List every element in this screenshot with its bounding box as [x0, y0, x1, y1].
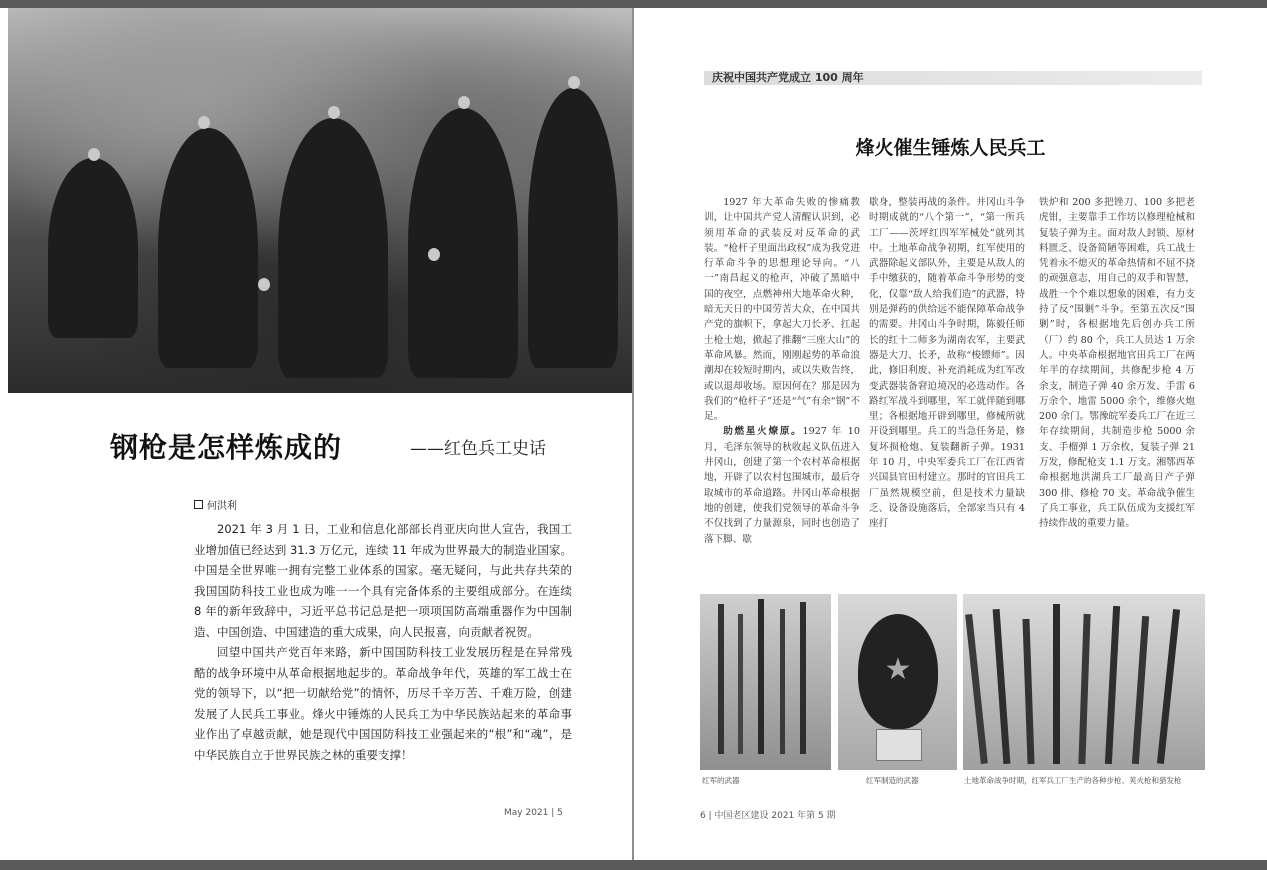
photo-rifle [1132, 616, 1149, 764]
paragraph-text: 1927 年 10 月，毛泽东领导的秋收起义队伍进入井冈山，创建了第一个农村革命根据地，开辟了以农村包围城市，最后夺取城市的革命道路。井冈山革命根据地的创建，使我们党领导的革命斗争不仅找到了力量源泉，同时也创造了落下脚、歇 [704, 426, 860, 545]
photo-caption: 土地革命战争时期，红军兵工厂生产的各种步枪、荚火枪和猎发枪 [964, 776, 1182, 785]
intro-text [194, 519, 572, 765]
photo-weapon [758, 599, 764, 754]
photo-figure [158, 128, 258, 368]
paragraph-lead: 助燃星火燎原。 [723, 426, 803, 438]
photo-rifle [993, 609, 1011, 764]
photo-weapon [718, 604, 724, 754]
group-photo [8, 8, 632, 393]
paragraph-text: 歇身，整装再战的条件。井冈山斗争时期成就的“八个第一”，“第一所兵工厂——茨坪红四军军械处”就列其中。土地革命战争初期，红军使用的武器除起义部队外，主要是从敌人的手中缴获的，随着革命斗争形势的变化，仅靠“敌人给我们造”的武器，特别是弹药的供给远不能保障革命战争的需要。井冈山斗争时期，陈毅任师长的红十二师多为湖南农军，主要武器是大刀、长矛，故称“梭镖师”。因此，修旧利废、补充消耗成为红军改变武器装备窘迫境况的必选动作。各路红军战斗到哪里，军工就伴随到哪里；各根据地开辟到哪里，修械所就开设到哪里。兵工的当急任务是，修复坏损枪炮、复装翻新子弹。1931 年 10 月，中央军委兵工厂在江西省兴国县官田村建立。那时的官田兵工厂虽然规模空前，但是技术力量缺乏、设备设施落后，全部家当只有 4 座打 [869, 197, 1025, 530]
photo-caption: 红军制造的武器 [866, 776, 919, 785]
left-page [0, 8, 632, 860]
rifles-photo [963, 594, 1205, 770]
byline-box-icon [194, 500, 203, 509]
photo-figure [48, 158, 138, 338]
photo-head [258, 278, 270, 291]
photo-head [428, 248, 440, 261]
author-name: 何洪利 [207, 501, 237, 512]
right-page [634, 8, 1267, 860]
column-paragraph [704, 424, 860, 546]
byline [194, 497, 237, 512]
bottom-frame [0, 860, 1267, 870]
photo-figure [528, 88, 618, 368]
column-paragraph [869, 195, 1025, 532]
photo-weapon [780, 609, 785, 754]
article-headline: 钢枪是怎样炼成的 [110, 431, 343, 464]
photo-caption: 红军的武器 [702, 776, 740, 785]
photo-star: ★ [884, 652, 912, 687]
photo-handle [876, 729, 922, 761]
photo-weapon [738, 614, 743, 754]
column-paragraph [704, 195, 860, 424]
paragraph-text: 铁炉和 200 多把锉刀、100 多把老虎钳，主要靠手工作坊以修理枪械和复装子弹为主。面对敌人封锁、原材料匮乏、设备简陋等困难，兵工战士凭着永不熄灭的革命热情和不屈不挠的顽强意志，用自己的双手和智慧，战胜一个个难以想象的困难，有力支持了反“围剿”斗争。至第五次反“围剿”时，各根据地先后创办兵工所（厂）约 80 个，兵工人员达 1 万余人。中央革命根据地官田兵工厂在两年半的存续期间，共修配步枪 4 万余支，制造子弹 40 余万发、手雷 6 万余个、地雷 5000 余个，维修火炮 200 余门。鄂豫皖军委兵工厂在近三年存续期间，共制造步枪 5000 余支、手榴弹 1 万余枚，复装子弹 21 万发，修配枪支 1.1 万支。湘鄂西革命根据地洪湖兵工厂最高日产子弹 300 排、修枪 70 支。革命战争催生了兵工事业，兵工队伍成为支援红军持续作战的重要力量。 [1039, 197, 1195, 530]
photo-head [568, 76, 580, 89]
photo-weapon [800, 602, 806, 754]
article-subheadline: ——红色兵工史话 [410, 439, 546, 459]
photo-head [328, 106, 340, 119]
page-folio: May 2021 | 5 [504, 808, 563, 818]
photo-head [458, 96, 470, 109]
section-title: 烽火催生锤炼人民兵工 [855, 137, 1046, 159]
photo-rifle [1157, 609, 1180, 764]
paragraph-text: 1927 年大革命失败的惨痛教训，让中国共产党人清醒认识到，必须用革命的武装反对反革命的武装。“枪杆子里面出政权”成为我党进行革命斗争的思想理论导向。“八一”南昌起义的枪声，冲破了黑暗中国的夜空，点燃神州大地革命火种，暗无天日的中国劳苦大众，在中国共产党的旗帜下，拿起大刀长矛、扛起土枪土炮，掀起了推翻“三座大山”的革命风暴。然而，刚刚起势的革命浪潮却在较短时期内，或以失败告终，或以退却收场。原因何在？那是因为我们的“枪杆子”还是“气”有余“钢”不足。 [704, 197, 860, 423]
intro-paragraph: 回望中国共产党百年来路，新中国国防科技工业发展历程是在异常残酷的战争环境中从革命根据地起步的。革命战争年代，英雄的军工战士在党的领导下，以“把一切献给党”的情怀，历尽千辛万苦、千难万险，创建发展了人民兵工事业。烽火中锤炼的人民兵工为中华民族站起来的革命事业作出了卓越贡献，她是现代中国国防科技工业强起来的“根”和“魂”，是中华民族自立于世界民族之林的重要支撑！ [194, 645, 572, 762]
photo-rifle [1053, 604, 1060, 764]
text-column [704, 195, 860, 547]
text-column [1039, 195, 1195, 532]
photo-rifle [1105, 606, 1120, 764]
grenade-photo [838, 594, 957, 770]
photo-rifle [1022, 619, 1034, 764]
intro-paragraph: 2021 年 3 月 1 日，工业和信息化部部长肖亚庆向世人宣告，我国工业增加值已经达到 31.3 万亿元，连续 11 年成为世界最大的制造业国家。中国是全世界唯一拥有完整工业体系的国家。毫无疑问，与此共存共荣的我国国防科技工业也成为唯一一个具有完备体系的主要组成部分。在连续 8 年的新年致辞中，习近平总书记总是把一项项国防高端重器作为中国制造、中国创造、中国建造的重大成果，向人民报喜，向贡献者祝贺。 [194, 522, 572, 639]
photo-figure [408, 108, 518, 378]
page-folio: 6 | 中国老区建设 2021 年第 5 期 [700, 811, 836, 821]
photo-rifle [1078, 614, 1090, 764]
photo-rifle [965, 614, 988, 764]
photo-head [198, 116, 210, 129]
text-column [869, 195, 1025, 532]
section-banner: 庆祝中国共产党成立 100 周年 [704, 71, 1202, 85]
top-frame [0, 0, 1267, 8]
column-paragraph [1039, 195, 1195, 532]
weapons-photo [700, 594, 831, 770]
photo-figure [278, 118, 388, 378]
photo-head [88, 148, 100, 161]
